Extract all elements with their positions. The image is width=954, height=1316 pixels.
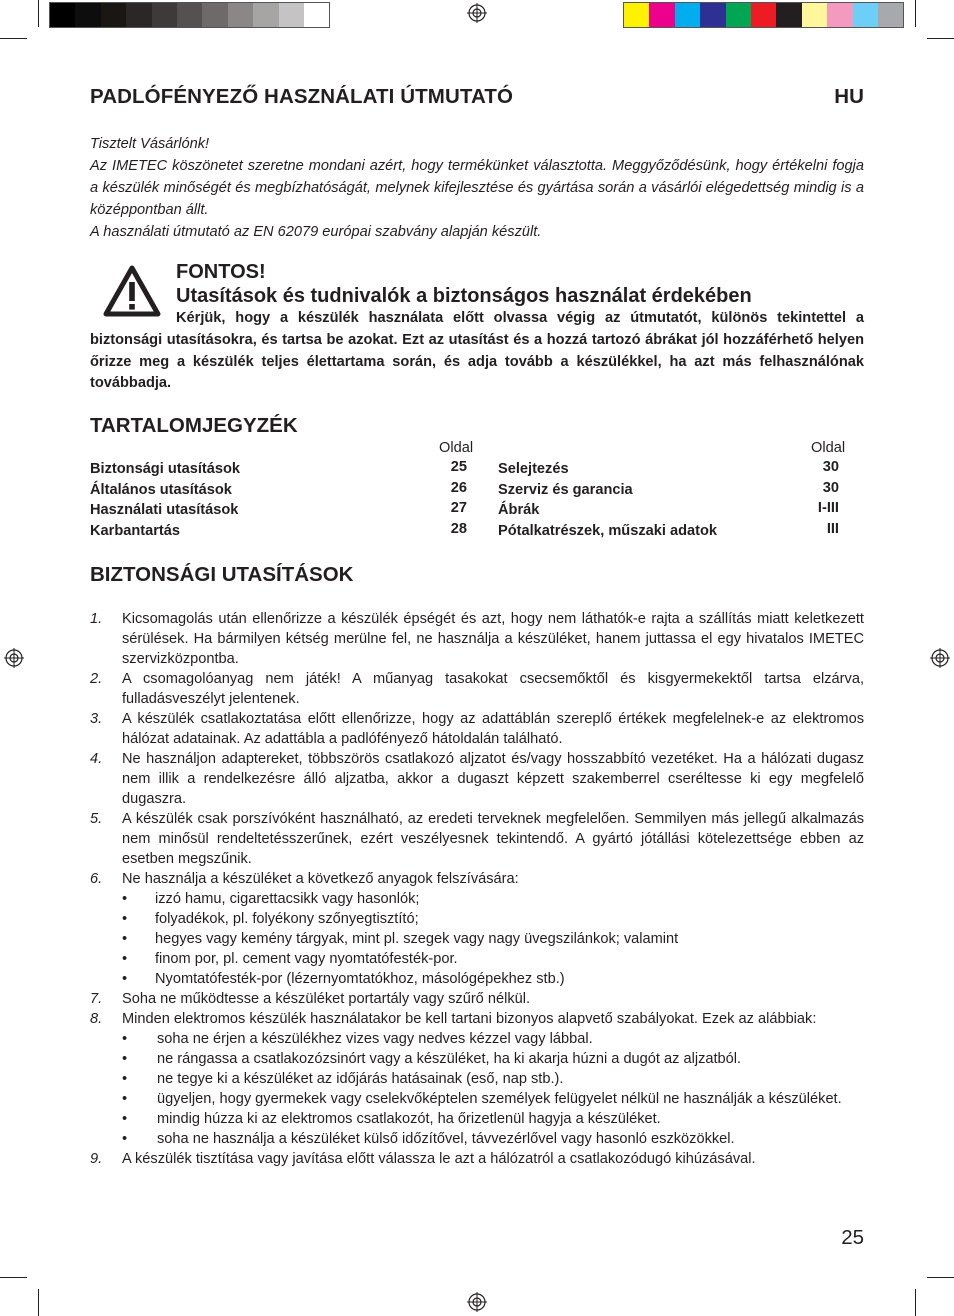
sub-list-item (122, 889, 864, 909)
bullet: • (122, 971, 128, 987)
list-item (90, 869, 864, 889)
bullet: • (122, 1111, 128, 1127)
toc-page: 30 (822, 459, 839, 475)
item-text: A készülék csak porszívóként használható, az eredeti terveknek megfelelően. Semmilyen más jellegű alkalmazás nem minősül rendeltetésszerűnek, ezért veszélyesnek tekintendő. A gyártó jótállási kötelezettsége ebben az esetben megszűnik. (122, 811, 864, 867)
crop-mark (915, 1289, 916, 1316)
sub-list-item (122, 1069, 864, 1089)
warning-heading: FONTOS! (176, 261, 266, 283)
bullet: • (122, 931, 128, 947)
color-swatch (101, 3, 126, 27)
sub-list-item (122, 1029, 864, 1049)
item-text: Ne használja a készüléket a következő anyagok felszívására: (122, 871, 519, 887)
registration-mark-icon (930, 648, 950, 668)
item-text: A készülék tisztítása vagy javítása előtt válassza le azt a hálózatról a csatlakozódugó kihúzásával. (122, 1151, 756, 1167)
list-item (90, 669, 864, 709)
item-number: 8. (90, 1011, 103, 1027)
crop-mark (0, 38, 27, 39)
toc-entry: Pótalkatrészek, műszaki adatok (498, 523, 718, 539)
toc-page: 30 (822, 480, 839, 496)
sub-list-item (122, 969, 864, 989)
bullet: • (122, 1051, 128, 1067)
color-swatch (675, 3, 700, 27)
item-number: 1. (90, 611, 103, 627)
list-item (90, 809, 864, 869)
warning-title (176, 260, 752, 308)
sub-list-item (122, 1089, 864, 1109)
color-swatch (853, 3, 878, 27)
crop-mark (927, 38, 954, 39)
list-item (90, 989, 864, 1009)
sub-item-text: ügyeljen, hogy gyermekek vagy cselekvőképtelen személyek felügyelet nélkül ne használják a készüléket. (157, 1091, 842, 1107)
toc-page: 28 (450, 521, 467, 537)
sub-item-text: finom por, pl. cement vagy nyomtatófesték-por. (155, 951, 458, 967)
toc-entry: Használati utasítások (90, 502, 239, 518)
registration-mark-icon (4, 648, 24, 668)
sub-list-item (122, 1109, 864, 1129)
item-text: Minden elektromos készülék használatakor be kell tartani bizonyos alapvető szabályokat. Ezek az alábbiak: (122, 1011, 817, 1027)
crop-mark (38, 1289, 39, 1316)
item-text: Ne használjon adaptereket, többszörös csatlakozó aljzatot és/vagy hosszabbító vezetéket. Ha a hálózati dugasz nem illik a rendelkezésre álló aljzatba, akkor a dugaszt képzett szakemberrel cseréltesse ki egy megfelelő dugaszra. (122, 751, 864, 807)
sub-list-item (122, 909, 864, 929)
safety-list (90, 609, 864, 1169)
bullet: • (122, 1091, 128, 1107)
section-title: BIZTONSÁGI UTASÍTÁSOK (90, 563, 354, 586)
color-swatch (624, 3, 649, 27)
toc-entry: Általános utasítások (90, 482, 232, 498)
list-item (90, 749, 864, 809)
bullet: • (122, 911, 128, 927)
registration-mark-icon (467, 3, 487, 23)
list-item (90, 709, 864, 749)
color-swatch (802, 3, 827, 27)
warning-subheading: Utasítások és tudnivalók a biztonságos használat érdekében (176, 285, 752, 307)
toc-entry: Biztonsági utasítások (90, 461, 241, 477)
color-swatch (202, 3, 227, 27)
bullet: • (122, 1031, 128, 1047)
list-item (90, 1009, 864, 1029)
toc-page: III (826, 521, 839, 537)
sub-item-text: hegyes vagy kemény tárgyak, mint pl. szegek vagy nagy üvegszilánkok; valamint (155, 931, 679, 947)
item-text: A készülék csatlakoztatása előtt ellenőrizze, hogy az adattáblán szereplő értékek megfelelnek-e az elektromos hálózat adatainak. Az adattábla a padlófényező hátoldalán található. (122, 711, 864, 747)
toc-page-label: Oldal (439, 440, 474, 456)
sub-item-text: izzó hamu, cigarettacsikk vagy hasonlók; (155, 891, 420, 907)
color-swatch (152, 3, 177, 27)
page-title: PADLÓFÉNYEZŐ HASZNÁLATI ÚTMUTATÓ (90, 85, 514, 108)
sub-item-text: soha ne érjen a készülékhez vizes vagy nedves kézzel vagy lábbal. (157, 1031, 593, 1047)
item-number: 7. (90, 991, 103, 1007)
page-header (90, 85, 864, 109)
list-item (90, 1149, 864, 1169)
toc-page: 26 (450, 480, 467, 496)
sub-item-text: mindig húzza ki az elektromos csatlakozót, ha őrizetlenül hagyja a készüléket. (157, 1111, 661, 1127)
color-swatch (726, 3, 751, 27)
sub-list-item (122, 1049, 864, 1069)
item-text: A csomagolóanyag nem játék! A műanyag tasakokat csecsemőktől és kisgyermekektől tartsa elzárva, fulladásveszélyt jelentenek. (122, 671, 864, 707)
item-number: 2. (90, 671, 103, 687)
intro-paragraph: Az IMETEC köszönetet szeretne mondani azért, hogy termékünket választotta. Meggyőződésünk, hogy értékelni fogja a készülék minőségét és megbízhatóságát, melynek kifejlesztése és gyártása során a vásárlói elégedettség mindig is a középpontban állt. (90, 158, 864, 218)
color-swatch (50, 3, 75, 27)
color-swatch (126, 3, 151, 27)
list-item (90, 609, 864, 669)
sub-list (90, 889, 864, 989)
toc-title: TARTALOMJEGYZÉK (90, 414, 298, 437)
color-swatch (776, 3, 801, 27)
crop-mark (915, 0, 916, 27)
cmyk-color-bar (623, 2, 904, 28)
color-swatch (878, 3, 903, 27)
item-number: 4. (90, 751, 103, 767)
toc-page: 27 (450, 500, 467, 516)
item-text: Soha ne működtesse a készüléket portartály vagy szűrő nélkül. (122, 991, 531, 1007)
toc-entry: Karbantartás (90, 523, 181, 539)
color-swatch (75, 3, 100, 27)
warning-text: Kérjük, hogy a készülék használata előtt olvassa végig az útmutatót, különös tekintettel a biztonsági utasításokra, és tartsa be azokat. Ezt az utasítást és a hozzá tartozó ábrákat jól hozzáférhető helyen őrizze meg a készülék teljes élettartama során, és adja tovább a készülékkel, ha azt más felhasználónak továbbadja. (90, 310, 864, 392)
toc-page: I-III (817, 500, 839, 516)
item-number: 6. (90, 871, 103, 887)
item-number: 5. (90, 811, 103, 827)
sub-list-item (122, 949, 864, 969)
item-number: 3. (90, 711, 103, 727)
bullet: • (122, 1131, 128, 1147)
color-swatch (177, 3, 202, 27)
page-number: 25 (841, 1226, 864, 1249)
sub-list-item (122, 1129, 864, 1149)
registration-mark-icon (467, 1292, 487, 1312)
sub-item-text: Nyomtatófesték-por (lézernyomtatókhoz, másológépekhez stb.) (155, 971, 565, 987)
sub-list (90, 1029, 864, 1149)
sub-list-item (122, 929, 864, 949)
sub-item-text: ne tegye ki a készüléket az időjárás hatásainak (eső, nap stb.). (157, 1071, 564, 1087)
intro-text (90, 133, 864, 243)
sub-item-text: ne rángassa a csatlakozózsinórt vagy a készüléket, ha ki akarja húzni a dugót az aljzatból. (157, 1051, 742, 1067)
intro-paragraph: A használati útmutató az EN 62079 európai szabvány alapján készült. (90, 224, 542, 240)
sub-item-text: soha ne használja a készüléket külső időzítővel, távvezérlővel vagy hasonló eszközökkel. (157, 1131, 735, 1147)
color-swatch (700, 3, 725, 27)
toc-page: 25 (450, 459, 467, 475)
crop-mark (38, 0, 39, 27)
bullet: • (122, 1071, 128, 1087)
sub-item-text: folyadékok, pl. folyékony szőnyegtisztító; (155, 911, 419, 927)
item-number: 9. (90, 1151, 103, 1167)
color-swatch (279, 3, 304, 27)
grayscale-color-bar (49, 2, 330, 28)
bullet: • (122, 951, 128, 967)
toc-entry: Ábrák (498, 502, 540, 518)
color-swatch (751, 3, 776, 27)
bullet: • (122, 891, 128, 907)
toc-entry: Selejtezés (498, 461, 569, 477)
toc-entry: Szerviz és garancia (498, 482, 633, 498)
toc-page-label: Oldal (811, 440, 846, 456)
color-swatch (827, 3, 852, 27)
color-swatch (304, 3, 329, 27)
color-swatch (228, 3, 253, 27)
color-swatch (253, 3, 278, 27)
crop-mark (927, 1277, 954, 1278)
item-text: Kicsomagolás után ellenőrizze a készülék épségét és azt, hogy nem láthatók-e rajta a szállítás miatt keletkezett sérülések. Ha bármilyen kétség merülne fel, ne használja a készüléket, hanem juttassa el egy hivatalos IMETEC szervizközpontba. (122, 611, 864, 667)
crop-mark (0, 1277, 27, 1278)
language-code: HU (834, 85, 864, 108)
color-swatch (649, 3, 674, 27)
greeting: Tisztelt Vásárlónk! (90, 136, 210, 152)
